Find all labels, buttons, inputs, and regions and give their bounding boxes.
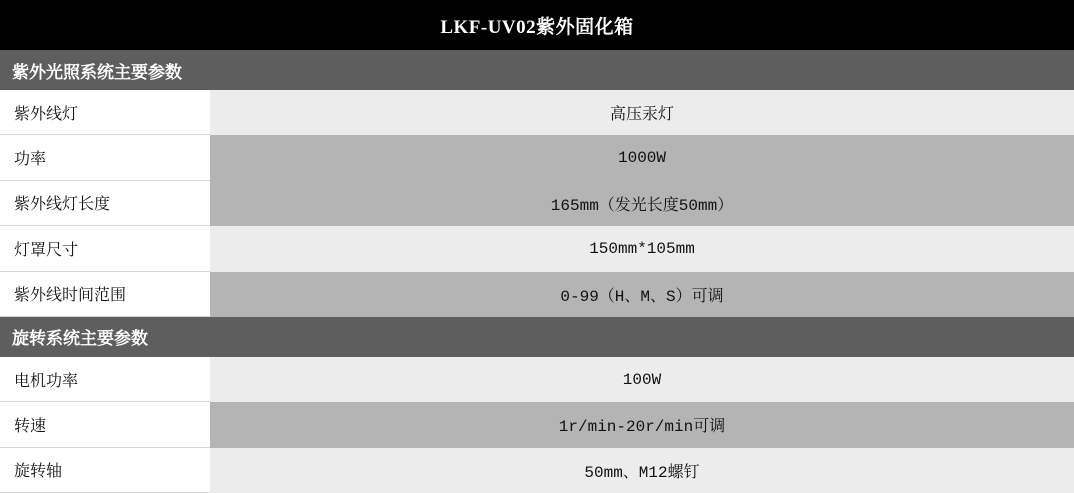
table-row [0,90,1074,135]
row-value: 1r/min-20r/min可调 [210,402,1074,447]
row-label: 转速 [0,402,210,447]
table-row [0,402,1074,447]
row-label: 紫外线灯 [0,90,210,135]
row-label: 旋转轴 [0,448,210,493]
row-label: 紫外线灯长度 [0,181,210,226]
table-row [0,272,1074,317]
table-row [0,226,1074,271]
row-value: 100W [210,357,1074,402]
table-row [0,135,1074,180]
section-heading-rotation: 旋转系统主要参数 [0,317,1074,357]
row-value: 150mm*105mm [210,226,1074,271]
row-value: 0-99（H、M、S）可调 [210,272,1074,317]
table-row [0,357,1074,402]
table-title: LKF-UV02紫外固化箱 [0,0,1074,50]
table-row [0,448,1074,493]
section-heading-uv: 紫外光照系统主要参数 [0,50,1074,90]
row-value: 50mm、M12螺钉 [210,448,1074,493]
row-label: 电机功率 [0,357,210,402]
row-value: 165mm（发光长度50mm） [210,181,1074,226]
row-value: 1000W [210,135,1074,180]
row-label: 灯罩尺寸 [0,226,210,271]
row-value: 高压汞灯 [210,90,1074,135]
table-row [0,181,1074,226]
row-label: 紫外线时间范围 [0,272,210,317]
row-label: 功率 [0,135,210,180]
